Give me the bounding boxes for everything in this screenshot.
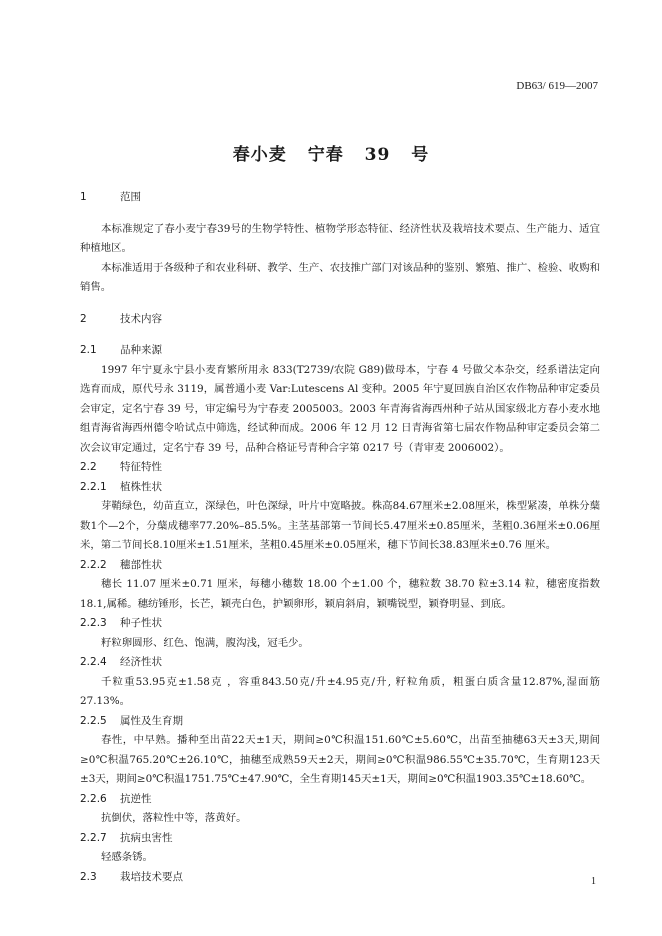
paragraph: 1997 年宁夏永宁县小麦育繁所用永 833(T2739/农院 G89)做母本，宁春 4 号做父本杂交，经系谱法定向选育而成，原代号永 3119，属普通小麦 Var:Lutescens Al 变种。2005 年宁夏回族自治区农作物品种审定委员会审定，定名宁春 39 号，审定编号为宁春麦 2005003。2003 年青海省海西州种子站从国家级北方春小麦水地组青海省海西州德令哈试点中筛选，经试种而成。2006 年 12 月 12 日青海省第七届农作物品种审定委员会第二次会议审定通过，定名宁春 39 号，品种合格证号青种合字第 0217 号（青审麦 2006002）。 (80, 363, 600, 454)
section-number: 2.2.3 (80, 617, 107, 629)
section-title: 特征特性 (120, 461, 162, 473)
section-number: 2.3 (80, 870, 97, 883)
paragraph: 本标准适用于各级种子和农业科研、教学、生产、农技推广部门对该品种的鉴别、繁殖、推广、检验、收购和销售。 (80, 261, 600, 293)
section-title: 范围 (120, 191, 141, 203)
subsection-heading (80, 458, 600, 478)
section-number: 2.1 (80, 344, 97, 356)
section-number: 2.2.7 (80, 831, 107, 844)
section-number: 2.2.1 (80, 480, 107, 493)
paragraph: 芽鞘绿色，幼苗直立，深绿色，叶色深绿，叶片中宽略披。株高84.67厘米±2.08厘米，株型紧凑，单株分蘖数1个—2个，分蘖成穗率77.20%–85.5%。主茎基部第一节间长5.47厘米±0.85厘米，茎粗0.36厘米±0.06厘米，第二节间长8.10厘米±1.51厘米，茎粗0.45厘米±0.05厘米，穗下节间长38.83厘米±0.76 厘米。 (80, 500, 600, 551)
section-title: 经济性状 (120, 656, 162, 668)
section-title: 栽培技术要点 (120, 870, 183, 883)
subsection-heading (80, 556, 600, 576)
section-number: 1 (80, 191, 87, 203)
subsection-heading (80, 478, 600, 498)
section-number: 2.2.2 (80, 558, 107, 571)
section-number: 2.2 (80, 461, 97, 473)
section-title: 穗部性状 (120, 558, 162, 571)
section-title: 技术内容 (120, 312, 162, 325)
subsection-heading (80, 790, 600, 810)
section-number: 2.2.5 (80, 714, 107, 727)
paragraph: 千粒重53.95克±1.58克 ，容重843.50克/升±4.95克/升, 籽粒角质，粗蛋白质含量12.87%,湿面筋27.13%。 (80, 675, 600, 707)
section-number: 2.2.6 (80, 792, 107, 805)
section-title: 植株性状 (120, 480, 162, 493)
section-title: 抗逆性 (120, 792, 152, 805)
page-number: 1 (591, 876, 596, 887)
subsection-heading (80, 341, 600, 361)
section-title: 品种来源 (120, 344, 162, 356)
paragraph: 籽粒卵圆形、红色、饱满，腹沟浅，冠毛少。 (101, 636, 309, 649)
document-title: 春小麦 宁春 39 号 (232, 145, 430, 165)
section-title: 抗病虫害性 (120, 831, 173, 844)
section-title: 种子性状 (120, 617, 162, 629)
document-body (80, 188, 600, 887)
subsection-heading (80, 614, 600, 634)
paragraph: 抗倒伏，落粒性中等，落黄好。 (101, 812, 247, 824)
subsection-heading (80, 712, 600, 732)
section-number: 2.2.4 (80, 656, 107, 668)
standard-code: DB63/ 619—2007 (516, 80, 598, 92)
paragraph: 穗长 11.07 厘米±0.71 厘米，每穗小穗数 18.00 个±1.00 个，穗粒数 38.70 粒±3.14 粒，穗密度指数 18.1,属稀。穗纺锤形，长芒，颖壳白色，护颖卵形，颖肩斜肩，颖嘴锐型，颖脊明显、到底。 (80, 578, 600, 610)
section-title: 属性及生育期 (120, 714, 183, 727)
subsection-heading (80, 868, 600, 888)
paragraph: 轻感条锈。 (101, 851, 153, 863)
paragraph: 本标准规定了春小麦宁春39号的生物学特性、植物学形态特征、经济性状及栽培技术要点、生产能力、适宜种植地区。 (80, 222, 600, 254)
subsection-heading (80, 653, 600, 673)
paragraph: 春性，中早熟。播种至出苗22天±1天，期间≥0℃积温151.60℃±5.60℃，出苗至抽穗63天±3天,期间≥0℃积温765.20℃±26.10℃，抽穗至成熟59天±2天，期间≥0℃积温986.55℃±35.70℃，生育期123天±3天，期间≥0℃积温1751.75℃±47.90℃，全生育期145天±1天，期间≥0℃积温1903.35℃±18.60℃。 (80, 734, 600, 785)
section-heading (80, 188, 600, 208)
section-heading (80, 310, 600, 330)
subsection-heading (80, 829, 600, 849)
section-number: 2 (80, 312, 87, 325)
